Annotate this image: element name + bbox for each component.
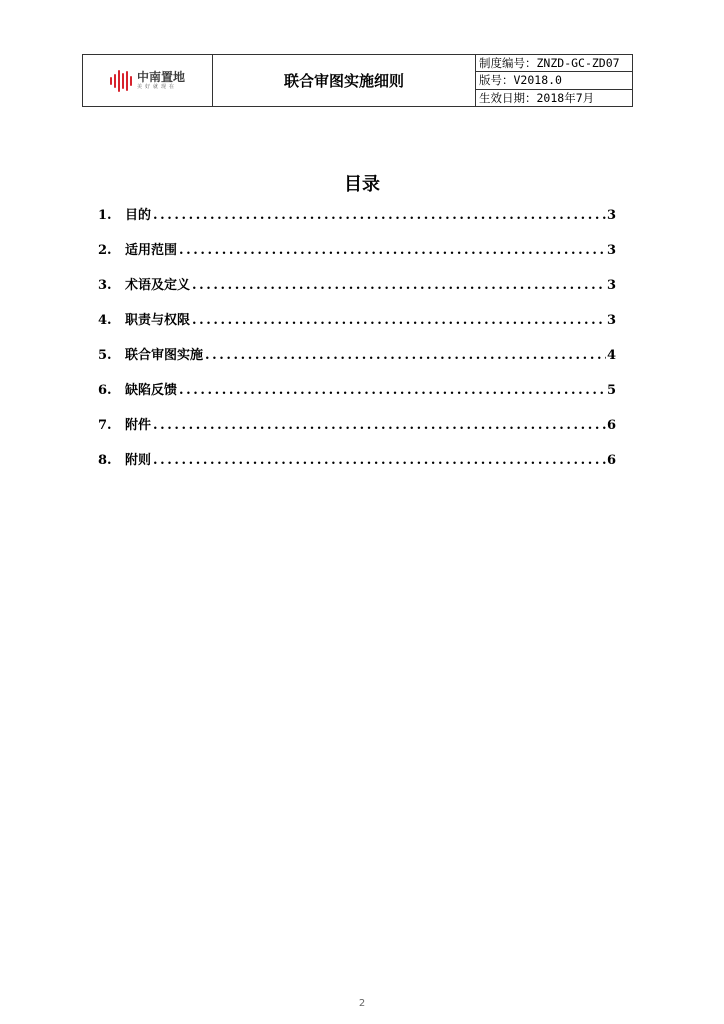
- toc-entry-number: 5.: [98, 348, 112, 363]
- logo-mark-icon: [110, 70, 132, 92]
- toc-entry-number: 7.: [98, 418, 112, 433]
- toc-leader-dots: [203, 348, 606, 363]
- effective-date: 生效日期：2018年7月: [476, 89, 632, 106]
- toc-leader-dots: [190, 278, 606, 293]
- toc-entry-page: 6: [606, 453, 616, 468]
- logo-cell: [83, 55, 213, 106]
- toc-entry[interactable]: [98, 239, 616, 274]
- toc-entry-page: 5: [606, 383, 616, 398]
- document-code: 制度编号：ZNZD-GC-ZD07: [479, 56, 620, 71]
- toc-entry-number: 8.: [98, 453, 112, 468]
- toc-leader-dots: [177, 243, 606, 258]
- company-logo: [110, 70, 185, 92]
- toc-entry-number: 6.: [98, 383, 112, 398]
- info-cell: [476, 55, 632, 106]
- logo-name: 中南置地: [136, 70, 185, 84]
- toc-entry-label: 缺陷反馈: [125, 383, 178, 398]
- toc-entry[interactable]: [98, 309, 616, 344]
- toc-entry-page: 3: [606, 278, 616, 293]
- toc-entry-number: 3.: [98, 278, 112, 293]
- toc-entry-number: 2.: [98, 243, 112, 258]
- toc-entry-page: 6: [606, 418, 616, 433]
- title-cell: [213, 55, 476, 106]
- toc-entry[interactable]: [98, 344, 616, 379]
- toc-leader-dots: [151, 418, 606, 433]
- toc-entry-label: 联合审图实施: [125, 348, 204, 363]
- page-number: 2: [358, 998, 366, 1009]
- toc-entry[interactable]: [98, 204, 616, 239]
- toc-leader-dots: [151, 208, 606, 223]
- toc-entry-page: 4: [606, 348, 616, 363]
- table-of-contents: [98, 204, 616, 484]
- toc-leader-dots: [177, 383, 606, 398]
- toc-entry-label: 术语及定义: [125, 278, 191, 293]
- logo-slogan: 美好就现在: [136, 84, 177, 90]
- toc-entry-label: 适用范围: [125, 243, 178, 258]
- toc-heading: 目录: [344, 174, 380, 195]
- toc-entry[interactable]: [98, 449, 616, 484]
- toc-entry-page: 3: [606, 208, 616, 223]
- toc-entry-label: 职责与权限: [125, 313, 191, 328]
- toc-entry[interactable]: [98, 379, 616, 414]
- toc-leader-dots: [151, 453, 606, 468]
- document-version: 版号：V2018.0: [476, 71, 632, 88]
- toc-entry-page: 3: [606, 313, 616, 328]
- toc-entry-label: 目的: [125, 208, 152, 223]
- toc-entry-number: 4.: [98, 313, 112, 328]
- document-header: [82, 54, 633, 107]
- toc-entry-label: 附则: [125, 453, 152, 468]
- toc-entry-number: 1.: [98, 208, 112, 223]
- document-title: 联合审图实施细则: [283, 72, 404, 90]
- toc-entry[interactable]: [98, 274, 616, 309]
- toc-leader-dots: [190, 313, 606, 328]
- toc-entry-page: 3: [606, 243, 616, 258]
- toc-entry[interactable]: [98, 414, 616, 449]
- toc-entry-label: 附件: [125, 418, 152, 433]
